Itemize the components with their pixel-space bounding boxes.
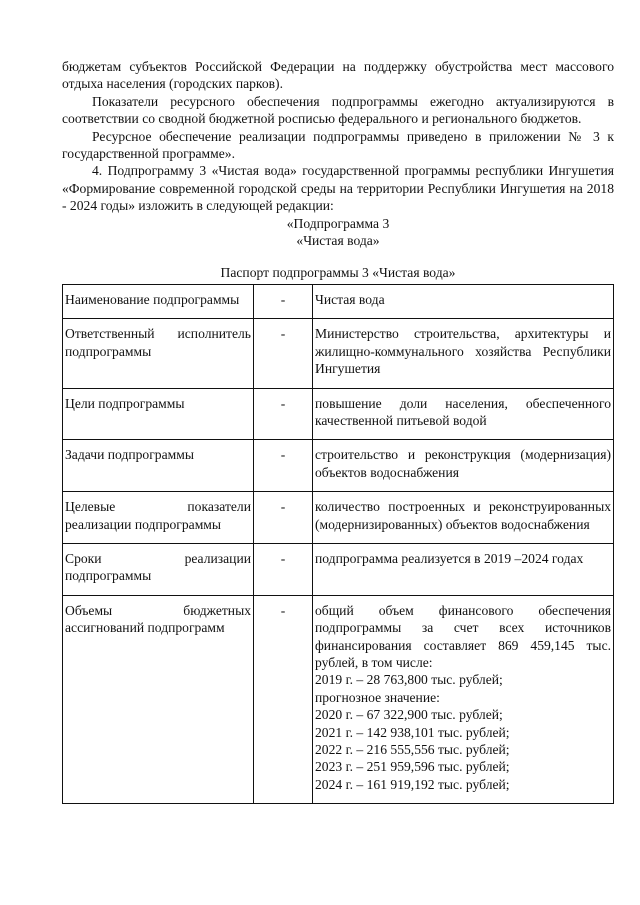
paragraph-resource-appendix: Ресурсное обеспечение реализации подпрограммы приведено в приложении № 3 к государственной программе». (62, 128, 614, 162)
paragraph-resource-indicators: Показатели ресурсного обеспечения подпрограммы ежегодно актуализируются в соответствии со сводной бюджетной росписью федерального и регионального бюджетов. (62, 93, 614, 127)
budget-line: прогнозное значение: (315, 689, 440, 705)
budget-line: 2021 г. – 142 938,101 тыс. рублей; (315, 724, 510, 740)
row-value: подпрограмма реализуется в 2019 –2024 годах (313, 543, 614, 595)
row-label: Задачи подпрограммы (63, 440, 254, 492)
table-row (63, 595, 614, 803)
row-label: Целевые показатели реализации подпрограммы (63, 492, 254, 544)
budget-summary: общий объем финансового обеспечения подпрограммы за счет всех источников финансирования составляет 869 459,145 тыс. рублей, в том числе: (315, 602, 611, 670)
budget-line: 2020 г. – 67 322,900 тыс. рублей; (315, 707, 503, 723)
table-row (63, 319, 614, 388)
budget-line: 2023 г. – 251 959,596 тыс. рублей; (315, 759, 510, 775)
row-label: Сроки реализации подпрограммы (63, 543, 254, 595)
table-row (63, 440, 614, 492)
table-row (63, 388, 614, 440)
passport-caption: Паспорт подпрограммы 3 «Чистая вода» (220, 265, 456, 281)
passport-table (62, 284, 614, 804)
paragraph-continuation: бюджетам субъектов Российской Федерации на поддержку обустройства мест массового отдыха населения (городских парков). (62, 59, 614, 92)
budget-line: 2019 г. – 28 763,800 тыс. рублей; (315, 672, 503, 688)
row-dash: - (254, 595, 313, 803)
budget-line: 2022 г. – 216 555,556 тыс. рублей; (315, 742, 510, 757)
table-row (63, 284, 614, 318)
subprogram-heading-number: «Подпрограмма 3 (286, 215, 390, 231)
row-dash: - (254, 492, 313, 544)
budget-line: 2024 г. – 161 919,192 тыс. рублей; (315, 776, 510, 792)
row-value: повышение доли населения, обеспеченного качественной питьевой водой (313, 388, 614, 440)
row-label: Цели подпрограммы (63, 388, 254, 440)
table-row (63, 492, 614, 544)
row-value-budget (313, 595, 614, 803)
row-value: Министерство строительства, архитектуры и жилищно-коммунального хозяйства Республики Ингушетия (313, 319, 614, 388)
paragraph-item-4: 4. Подпрограмму 3 «Чистая вода» государственной программы республики Ингушетия «Формирование современной городской среды на территории Республики Ингушетия на 2018 - 2024 годы» изложить в следующей редакции: (62, 163, 614, 214)
row-dash: - (254, 543, 313, 595)
row-label: Объемы бюджетных ассигнований подпрограмм (63, 595, 254, 803)
row-value: Чистая вода (313, 284, 614, 318)
row-label: Наименование подпрограммы (63, 284, 254, 318)
row-dash: - (254, 319, 313, 388)
row-value: количество построенных и реконструированных (модернизированных) объектов водоснабжения (313, 492, 614, 544)
row-label: Ответственный исполнитель подпрограммы (63, 319, 254, 388)
document-page (62, 58, 614, 804)
subprogram-heading-title: «Чистая вода» (296, 233, 380, 249)
row-dash: - (254, 388, 313, 440)
row-dash: - (254, 284, 313, 318)
row-value: строительство и реконструкция (модернизация) объектов водоснабжения (313, 440, 614, 492)
table-row (63, 543, 614, 595)
row-dash: - (254, 440, 313, 492)
